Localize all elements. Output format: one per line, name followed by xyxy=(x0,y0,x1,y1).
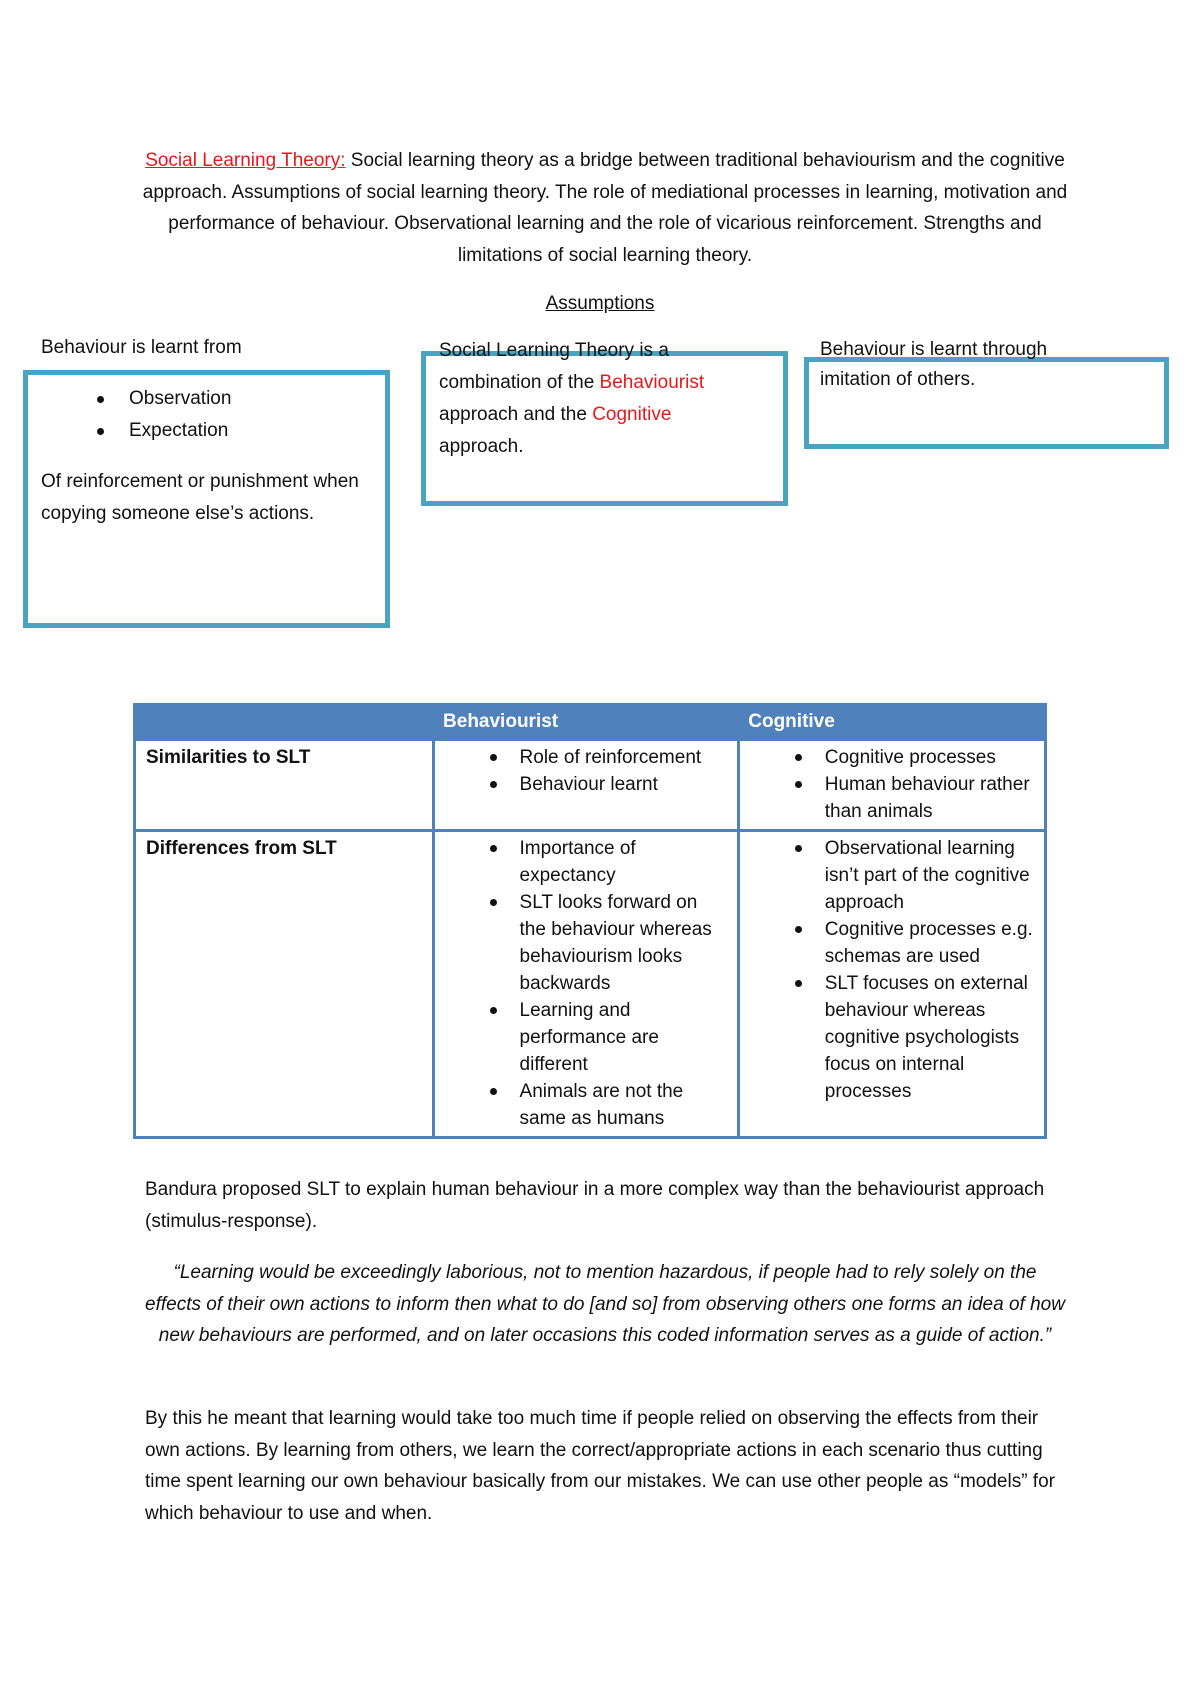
list-item: Animals are not the same as humans xyxy=(445,1078,727,1132)
table-header-empty xyxy=(135,705,434,740)
intro-paragraph xyxy=(140,145,1070,271)
box2-part3: approach. xyxy=(439,436,524,457)
list-item: Observational learning isn’t part of the cognitive approach xyxy=(750,835,1034,916)
box1-content xyxy=(41,383,371,530)
intro-lead: Social Learning Theory: xyxy=(145,150,346,171)
list-item: Learning and performance are different xyxy=(445,997,727,1078)
row-label: Differences from SLT xyxy=(135,831,434,1138)
paragraph-explanation: By this he meant that learning would take too much time if people relied on observing the effects from their own actions. By learning from others, we learn the correct/appropriate actions in each scenario thus cutting time spent learning our own behaviour basically from our mistakes. We can use other people as “models” for which behaviour to use and when. xyxy=(145,1408,1055,1524)
box2-part1: Social Learning Theory is a combination of the xyxy=(439,340,669,393)
box2-content xyxy=(439,335,759,463)
row-label: Similarities to SLT xyxy=(135,740,434,831)
comparison-table xyxy=(133,703,1047,1139)
bandura-quote: “Learning would be exceedingly laborious, not to mention hazardous, if people had to rely solely on the effects of their own actions to inform then what to do [and so] from observing others one forms an idea of how new behaviours are performed, and on later occasions this coded information serves as a guide of action.” xyxy=(145,1262,1065,1346)
list-item: Cognitive processes xyxy=(750,744,1034,771)
box1-tail: Of reinforcement or punishment when copying someone else’s actions. xyxy=(41,471,359,524)
table-header-behaviourist: Behaviourist xyxy=(433,705,738,740)
list-item: Role of reinforcement xyxy=(445,744,727,771)
box2-part2: approach and the xyxy=(439,404,593,425)
similarities-cognitive xyxy=(738,740,1045,831)
differences-behaviourist xyxy=(433,831,738,1138)
list-item: SLT looks forward on the behaviour whereas behaviourism looks backwards xyxy=(445,889,727,997)
table-header-row xyxy=(135,705,1046,740)
list-item: Human behaviour rather than animals xyxy=(750,771,1034,825)
paragraph-bandura: Bandura proposed SLT to explain human behaviour in a more complex way than the behaviourist approach (stimulus-response). xyxy=(145,1179,1045,1232)
list-item: Observation xyxy=(41,383,371,415)
list-item: Expectation xyxy=(41,415,371,447)
list-item: Importance of expectancy xyxy=(445,835,727,889)
box2-behaviourist: Behaviourist xyxy=(599,372,705,393)
table-row xyxy=(135,740,1046,831)
list-item: SLT focuses on external behaviour whereas cognitive psychologists focus on internal processes xyxy=(750,970,1034,1105)
table-row xyxy=(135,831,1046,1138)
differences-cognitive xyxy=(738,831,1045,1138)
assumptions-heading: Assumptions xyxy=(545,293,655,314)
box3-text: Behaviour is learnt through imitation of others. xyxy=(820,339,1048,390)
box2-cognitive: Cognitive xyxy=(592,404,672,425)
box1-list xyxy=(41,383,371,447)
intro-text: Social learning theory as a bridge between traditional behaviourism and the cognitive approach. Assumptions of social learning theory. The role of mediational processes in learning, motivation and performance of behaviour. Observational learning and the role of vicarious reinforcement. Strengths and limitations of social learning theory. xyxy=(142,150,1068,266)
list-item: Behaviour learnt xyxy=(445,771,727,798)
list-item: Cognitive processes e.g. schemas are used xyxy=(750,916,1034,970)
similarities-behaviourist xyxy=(433,740,738,831)
box1-label: Behaviour is learnt from xyxy=(41,337,242,358)
table-header-cognitive: Cognitive xyxy=(738,705,1045,740)
